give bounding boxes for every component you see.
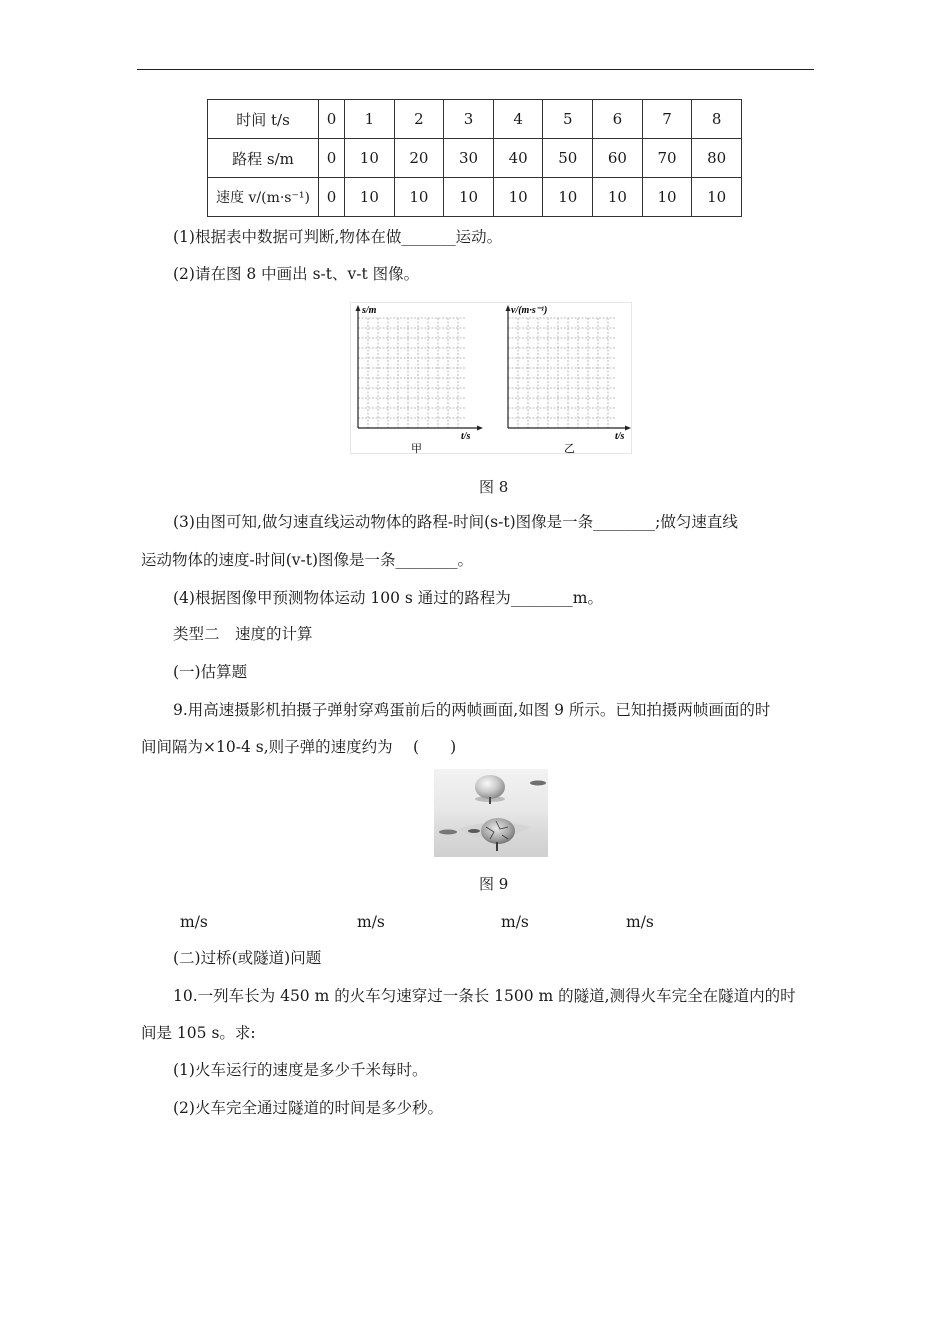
table-cell: 10 (394, 178, 444, 217)
table-cell: 10 (345, 178, 395, 217)
left-x-label: t/s (461, 431, 471, 442)
table-row (208, 139, 742, 178)
section-heading: 类型二 速度的计算 (173, 625, 313, 643)
table-cell: 2 (394, 100, 444, 139)
question-10-line-1: 10.一列车长为 450 m 的火车匀速穿过一条长 1500 m 的隧道,测得火车完全在隧道内的时 (173, 987, 796, 1005)
subsection-tunnel: (二)过桥(或隧道)问题 (173, 949, 322, 967)
table-cell: 0 (319, 178, 345, 217)
table-cell: 10 (543, 178, 593, 217)
table-cell: 30 (444, 139, 494, 178)
bullet-egg-image (434, 769, 548, 857)
table-cell: 80 (692, 139, 742, 178)
subsection-estimation: (一)估算题 (173, 663, 248, 681)
question-9-line-2: 间间隔为×10-4 s,则子弹的速度约为 ( ) (141, 738, 457, 756)
table-cell: 50 (543, 139, 593, 178)
question-10-line-2: 间是 105 s。求: (141, 1024, 256, 1042)
question-10-part-1: (1)火车运行的速度是多少千米每时。 (173, 1061, 428, 1079)
table-cell: 6 (593, 100, 643, 139)
figure-9-caption: 图 9 (479, 875, 509, 893)
table-row (208, 100, 742, 139)
table-cell: 10 (593, 178, 643, 217)
right-caption: 乙 (564, 442, 575, 454)
table-cell: 20 (394, 139, 444, 178)
row-header: 路程 s/m (208, 139, 319, 178)
question-10-part-2: (2)火车完全通过隧道的时间是多少秒。 (173, 1099, 443, 1117)
option-b: m/s (357, 913, 385, 931)
header-rule (137, 69, 814, 70)
right-x-label: t/s (615, 431, 625, 442)
left-y-label: s/m (362, 305, 377, 316)
table-cell: 10 (444, 178, 494, 217)
table-cell: 4 (493, 100, 543, 139)
table-cell: 60 (593, 139, 643, 178)
figure-8-caption: 图 8 (479, 478, 509, 496)
table-cell: 10 (493, 178, 543, 217)
left-caption: 甲 (411, 442, 422, 454)
option-c: m/s (501, 913, 529, 931)
table-cell: 8 (692, 100, 742, 139)
table-cell: 7 (642, 100, 692, 139)
table-cell: 3 (444, 100, 494, 139)
row-header: 速度 v/(m·s⁻¹) (208, 178, 319, 217)
table-cell: 70 (642, 139, 692, 178)
right-y-label: v/(m·s⁻¹) (511, 305, 548, 316)
question-2: (2)请在图 8 中画出 s-t、v-t 图像。 (173, 265, 420, 283)
figure-8-grids (350, 302, 632, 454)
table-cell: 10 (345, 139, 395, 178)
table-cell: 5 (543, 100, 593, 139)
question-3-line-2: 运动物体的速度-时间(v-t)图像是一条________。 (141, 551, 474, 569)
table-cell: 1 (345, 100, 395, 139)
question-1: (1)根据表中数据可判断,物体在做_______运动。 (173, 228, 503, 246)
option-a: m/s (180, 913, 208, 931)
question-9-line-1: 9.用高速摄影机拍摄子弹射穿鸡蛋前后的两帧画面,如图 9 所示。已知拍摄两帧画面的时 (173, 701, 771, 719)
data-table (207, 99, 742, 217)
table-cell: 10 (692, 178, 742, 217)
figure-9-photo (434, 769, 548, 857)
table-cell: 10 (642, 178, 692, 217)
table-cell: 40 (493, 139, 543, 178)
table-row (208, 178, 742, 217)
table-cell: 0 (319, 100, 345, 139)
row-header: 时间 t/s (208, 100, 319, 139)
table-cell: 0 (319, 139, 345, 178)
question-4: (4)根据图像甲预测物体运动 100 s 通过的路程为________m。 (173, 589, 603, 607)
question-3-line-1: (3)由图可知,做匀速直线运动物体的路程-时间(s-t)图像是一条________;做匀速直线 (173, 513, 738, 531)
option-d: m/s (626, 913, 654, 931)
